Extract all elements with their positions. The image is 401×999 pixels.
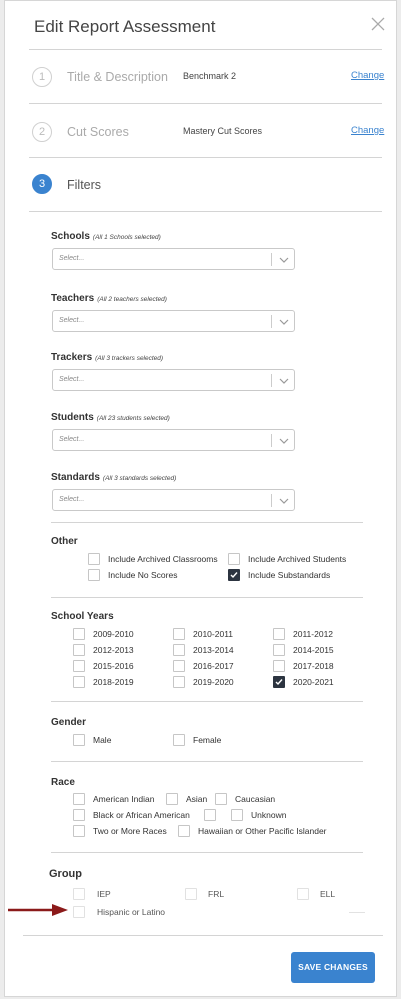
race-unknown-checkbox[interactable] xyxy=(204,809,216,821)
school-years-title: School Years xyxy=(51,611,114,622)
chevron-down-icon xyxy=(279,376,289,386)
select-separator xyxy=(271,434,272,447)
step-value-cut-scores: Mastery Cut Scores xyxy=(183,126,263,136)
checkbox-label: Include Archived Students xyxy=(248,554,347,564)
checkbox-label: Hawaiian or Other Pacific Islander xyxy=(198,826,327,836)
checkbox-label: Male xyxy=(93,735,112,745)
school-year-checkbox[interactable] xyxy=(273,644,285,656)
standards-placeholder: Select... xyxy=(59,496,85,503)
checkbox-label: 2009-2010 xyxy=(93,629,134,639)
school-year-checkbox[interactable] xyxy=(173,676,185,688)
checkbox-label: Include No Scores xyxy=(108,570,178,580)
race-unknown-checkbox-2[interactable] xyxy=(231,809,243,821)
checkbox-label: 2017-2018 xyxy=(293,661,334,671)
race-black-checkbox[interactable] xyxy=(73,809,85,821)
checkbox-label: 2016-2017 xyxy=(193,661,234,671)
checkbox-label: Hispanic or Latino xyxy=(97,907,166,917)
chevron-down-icon xyxy=(279,317,289,327)
save-changes-button[interactable]: SAVE CHANGES xyxy=(291,952,375,983)
teachers-select[interactable] xyxy=(52,310,295,332)
checkbox-label: Two or More Races xyxy=(93,826,167,836)
checkbox-label: Include Substandards xyxy=(248,570,331,580)
checkbox-label: Asian xyxy=(186,794,208,804)
check-icon xyxy=(230,571,238,579)
group-hispanic-checkbox[interactable] xyxy=(73,906,85,918)
school-year-checkbox[interactable] xyxy=(173,660,185,672)
checkbox-label: 2019-2020 xyxy=(193,677,234,687)
edit-report-modal xyxy=(4,0,397,997)
trackers-placeholder: Select... xyxy=(59,376,85,383)
race-title: Race xyxy=(51,777,75,788)
divider xyxy=(29,157,382,158)
close-icon[interactable] xyxy=(369,15,387,33)
footer-divider xyxy=(23,935,383,936)
checkbox-label: Black or African American xyxy=(93,810,190,820)
standards-label: Standards (All 3 standards selected) xyxy=(51,472,177,483)
gender-title: Gender xyxy=(51,717,87,728)
chevron-down-icon xyxy=(279,496,289,506)
checkbox-label: Caucasian xyxy=(235,794,276,804)
checkbox-label: ELL xyxy=(320,889,336,899)
group-ell-checkbox[interactable] xyxy=(297,888,309,900)
step-value-title: Benchmark 2 xyxy=(183,71,237,81)
divider xyxy=(51,852,363,853)
chevron-down-icon xyxy=(279,436,289,446)
schools-label: Schools (All 1 Schools selected) xyxy=(51,231,161,242)
checkbox-label: 2015-2016 xyxy=(93,661,134,671)
race-hawaiian-checkbox[interactable] xyxy=(178,825,190,837)
school-year-checkbox[interactable] xyxy=(73,676,85,688)
divider xyxy=(51,701,363,702)
change-cut-scores-link[interactable]: Change xyxy=(351,125,385,136)
group-title: Group xyxy=(49,868,82,880)
chevron-down-icon xyxy=(279,255,289,265)
students-label: Students (All 23 students selected) xyxy=(51,412,170,423)
checkbox-label: 2018-2019 xyxy=(93,677,134,687)
students-select[interactable] xyxy=(52,429,295,451)
group-iep-checkbox[interactable] xyxy=(73,888,85,900)
school-year-checkbox[interactable] xyxy=(73,628,85,640)
race-two-or-more-checkbox[interactable] xyxy=(73,825,85,837)
checkbox-label: 2012-2013 xyxy=(93,645,134,655)
include-archived-students-checkbox[interactable] xyxy=(228,553,240,565)
checkbox-label: Female xyxy=(193,735,222,745)
include-no-scores-checkbox[interactable] xyxy=(88,569,100,581)
gender-female-checkbox[interactable] xyxy=(173,734,185,746)
school-year-checkbox[interactable] xyxy=(73,660,85,672)
school-year-checkbox[interactable] xyxy=(173,628,185,640)
step-title-cut-scores: Cut Scores xyxy=(67,125,129,139)
checkbox-label: American Indian xyxy=(93,794,155,804)
divider xyxy=(51,597,363,598)
school-year-checkbox[interactable] xyxy=(273,676,285,688)
trackers-label: Trackers (All 3 trackers selected) xyxy=(51,352,164,363)
step-title-description: Title & Description xyxy=(67,70,168,84)
divider xyxy=(51,522,363,523)
select-separator xyxy=(271,253,272,266)
divider xyxy=(29,49,382,50)
race-caucasian-checkbox[interactable] xyxy=(215,793,227,805)
school-year-checkbox[interactable] xyxy=(173,644,185,656)
include-substandards-checkbox[interactable] xyxy=(228,569,240,581)
teachers-label: Teachers (All 2 teachers selected) xyxy=(51,293,167,304)
include-archived-classrooms-checkbox[interactable] xyxy=(88,553,100,565)
teachers-placeholder: Select... xyxy=(59,317,85,324)
gender-male-checkbox[interactable] xyxy=(73,734,85,746)
checkbox-label: Unknown xyxy=(251,810,287,820)
checkbox-label: 2013-2014 xyxy=(193,645,234,655)
race-asian-checkbox[interactable] xyxy=(166,793,178,805)
step-number-icon: 3 xyxy=(32,174,52,194)
select-separator xyxy=(271,494,272,507)
checkbox-label: 2011-2012 xyxy=(293,629,334,639)
checkbox-label: IEP xyxy=(97,889,111,899)
schools-select[interactable] xyxy=(52,248,295,270)
step-number-icon: 1 xyxy=(32,67,52,87)
check-icon xyxy=(275,678,283,686)
students-placeholder: Select... xyxy=(59,436,85,443)
step-number-icon: 2 xyxy=(32,122,52,142)
change-title-link[interactable]: Change xyxy=(351,70,385,81)
checkbox-label: 2020-2021 xyxy=(293,677,334,687)
step-title-filters: Filters xyxy=(67,178,102,192)
trackers-select[interactable] xyxy=(52,369,295,391)
standards-select[interactable] xyxy=(52,489,295,511)
select-separator xyxy=(271,315,272,328)
school-year-checkbox[interactable] xyxy=(273,660,285,672)
pointer-arrow-icon xyxy=(8,902,70,918)
group-frl-checkbox[interactable] xyxy=(185,888,197,900)
schools-placeholder: Select... xyxy=(59,255,85,262)
other-title: Other xyxy=(51,536,78,547)
checkbox-label: FRL xyxy=(208,889,225,899)
checkbox-label: Include Archived Classrooms xyxy=(108,554,218,564)
divider xyxy=(349,912,365,913)
school-year-checkbox[interactable] xyxy=(273,628,285,640)
race-american-indian-checkbox[interactable] xyxy=(73,793,85,805)
checkbox-label: 2014-2015 xyxy=(293,645,334,655)
modal-title: Edit Report Assessment xyxy=(34,17,216,36)
divider xyxy=(29,103,382,104)
school-year-checkbox[interactable] xyxy=(73,644,85,656)
divider xyxy=(29,211,382,212)
select-separator xyxy=(271,374,272,387)
checkbox-label: 2010-2011 xyxy=(193,629,234,639)
divider xyxy=(51,761,363,762)
